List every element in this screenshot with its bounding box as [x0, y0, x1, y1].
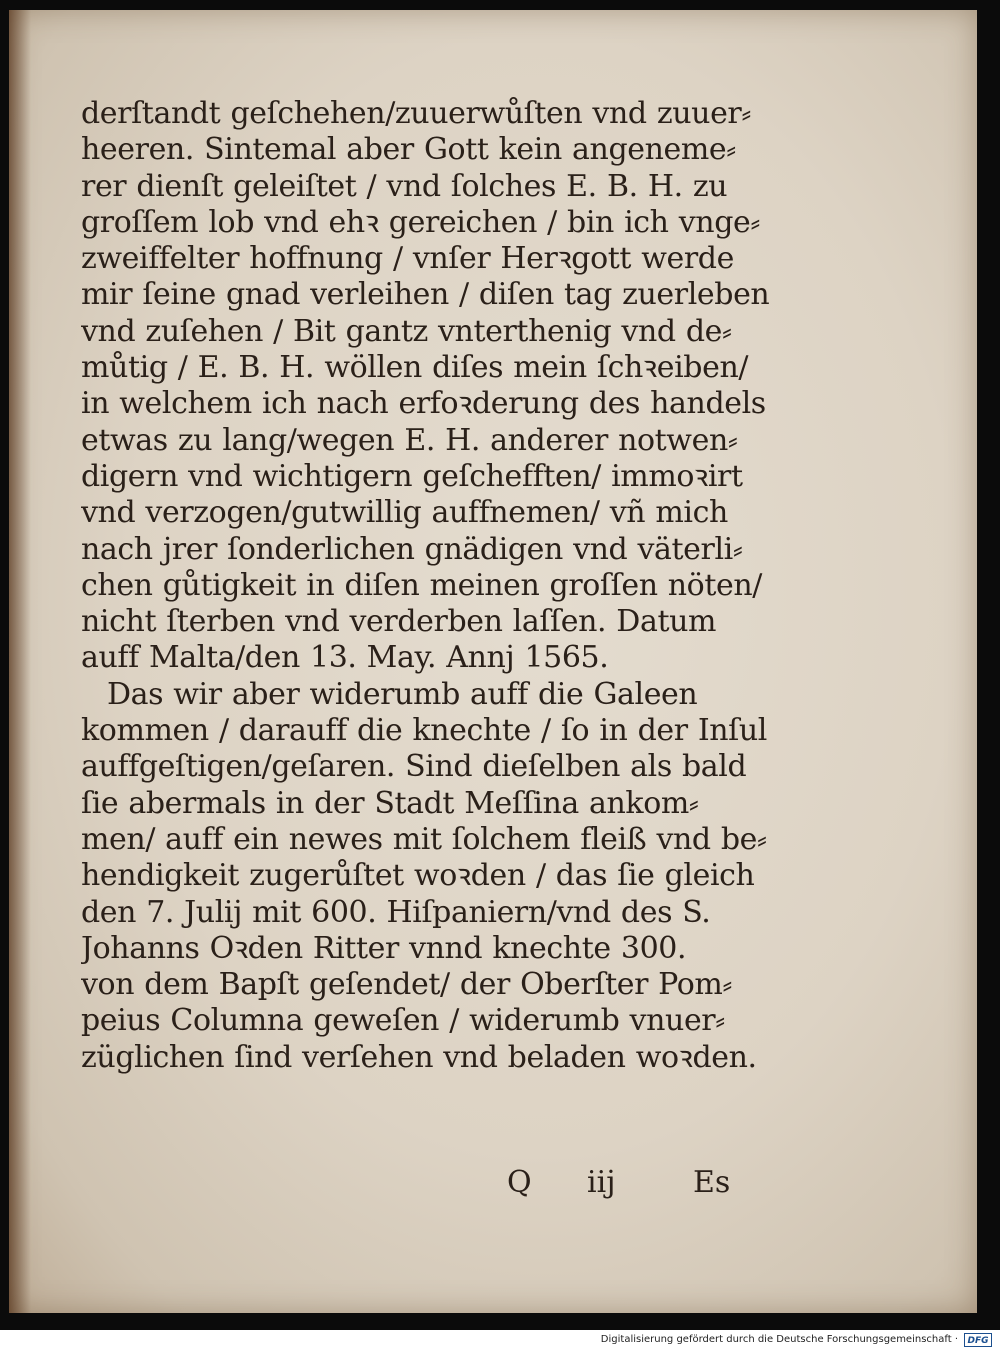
- page-footer-line: [81, 1165, 771, 1205]
- text-line: von dem Bapſt geſendet/ der Oberſter Pom⸗: [81, 967, 733, 1003]
- funding-credit: Digitalisierung gefördert durch die Deutsche Forschungsgemeinschaft ·: [600, 1334, 958, 1345]
- text-line: kommen / darauff die knechte / ſo in der Inſul: [81, 713, 768, 749]
- text-line: derſtandt geſchehen/zuuerwůſten vnd zuuer⸗: [81, 96, 751, 131]
- text-line: peius Columna geweſen / widerumb vnuer⸗: [81, 1003, 725, 1039]
- text-line: rer dienſt geleiſtet / vnd ſolches E. B. H. zu: [81, 168, 728, 204]
- text-line: chen gůtigkeit in diſen meinen groſſen nöten/: [81, 567, 762, 603]
- credit-bar: [0, 1330, 1000, 1351]
- text-line: groſſem lob vnd ehꝛ gereichen / bin ich vnge⸗: [81, 204, 760, 240]
- text-line: nicht ſterben vnd verderben laſſen. Datum: [81, 604, 717, 640]
- signature-mark: Q: [507, 1165, 532, 1200]
- spine-shadow: [9, 10, 31, 1313]
- text-line: in welchem ich nach erfoꝛderung des handels: [81, 386, 766, 422]
- text-line: Johanns Oꝛden Ritter vnnd knechte 300.: [81, 930, 687, 966]
- text-line: etwas zu lang/wegen E. H. anderer notwen⸗: [81, 422, 738, 458]
- text-line: mir ſeine gnad verleihen / diſen tag zuerleben: [81, 277, 770, 313]
- text-line: můtig / E. B. H. wöllen diſes mein ſchꝛeiben/: [81, 350, 749, 386]
- text-line: vnd verzogen/gutwillig auffnemen/ vñ mich: [81, 495, 728, 531]
- text-line: züglichen ſind verſehen vnd beladen woꝛden.: [81, 1039, 757, 1075]
- catchword: Es: [693, 1165, 731, 1200]
- body-text: [81, 96, 771, 1076]
- dfg-logo: DFG: [964, 1333, 992, 1347]
- text-line: vnd zuſehen / Bit gantz vnterthenig vnd de⸗: [81, 313, 732, 349]
- text-line: men/ auff ein newes mit ſolchem fleiß vnd be⸗: [81, 821, 767, 857]
- text-line: heeren. Sintemal aber Gott kein angeneme⸗: [81, 132, 736, 168]
- folio-number: iij: [587, 1165, 616, 1200]
- text-line: zweiffelter hoffnung / vnſer Herꝛgott werde: [81, 241, 734, 277]
- paragraph-start-line: Das wir aber widerumb auff die Galeen: [107, 676, 698, 712]
- text-line: nach jrer ſonderlichen gnädigen vnd väterli⸗: [81, 531, 743, 567]
- text-line: auffgeſtigen/geſaren. Sind dieſelben als bald: [81, 749, 747, 785]
- book-page: [9, 10, 977, 1313]
- text-line: ſie abermals in der Stadt Meſſina ankom⸗: [81, 785, 699, 821]
- text-line: auff Malta/den 13. May. Annj 1565.: [81, 640, 609, 676]
- text-line: hendigkeit zugerůſtet woꝛden / das ſie gleich: [81, 858, 755, 894]
- text-line: digern vnd wichtigern geſchefften/ immoꝛirt: [81, 458, 743, 494]
- text-line: den 7. Julij mit 600. Hiſpaniern/vnd des S.: [81, 894, 711, 930]
